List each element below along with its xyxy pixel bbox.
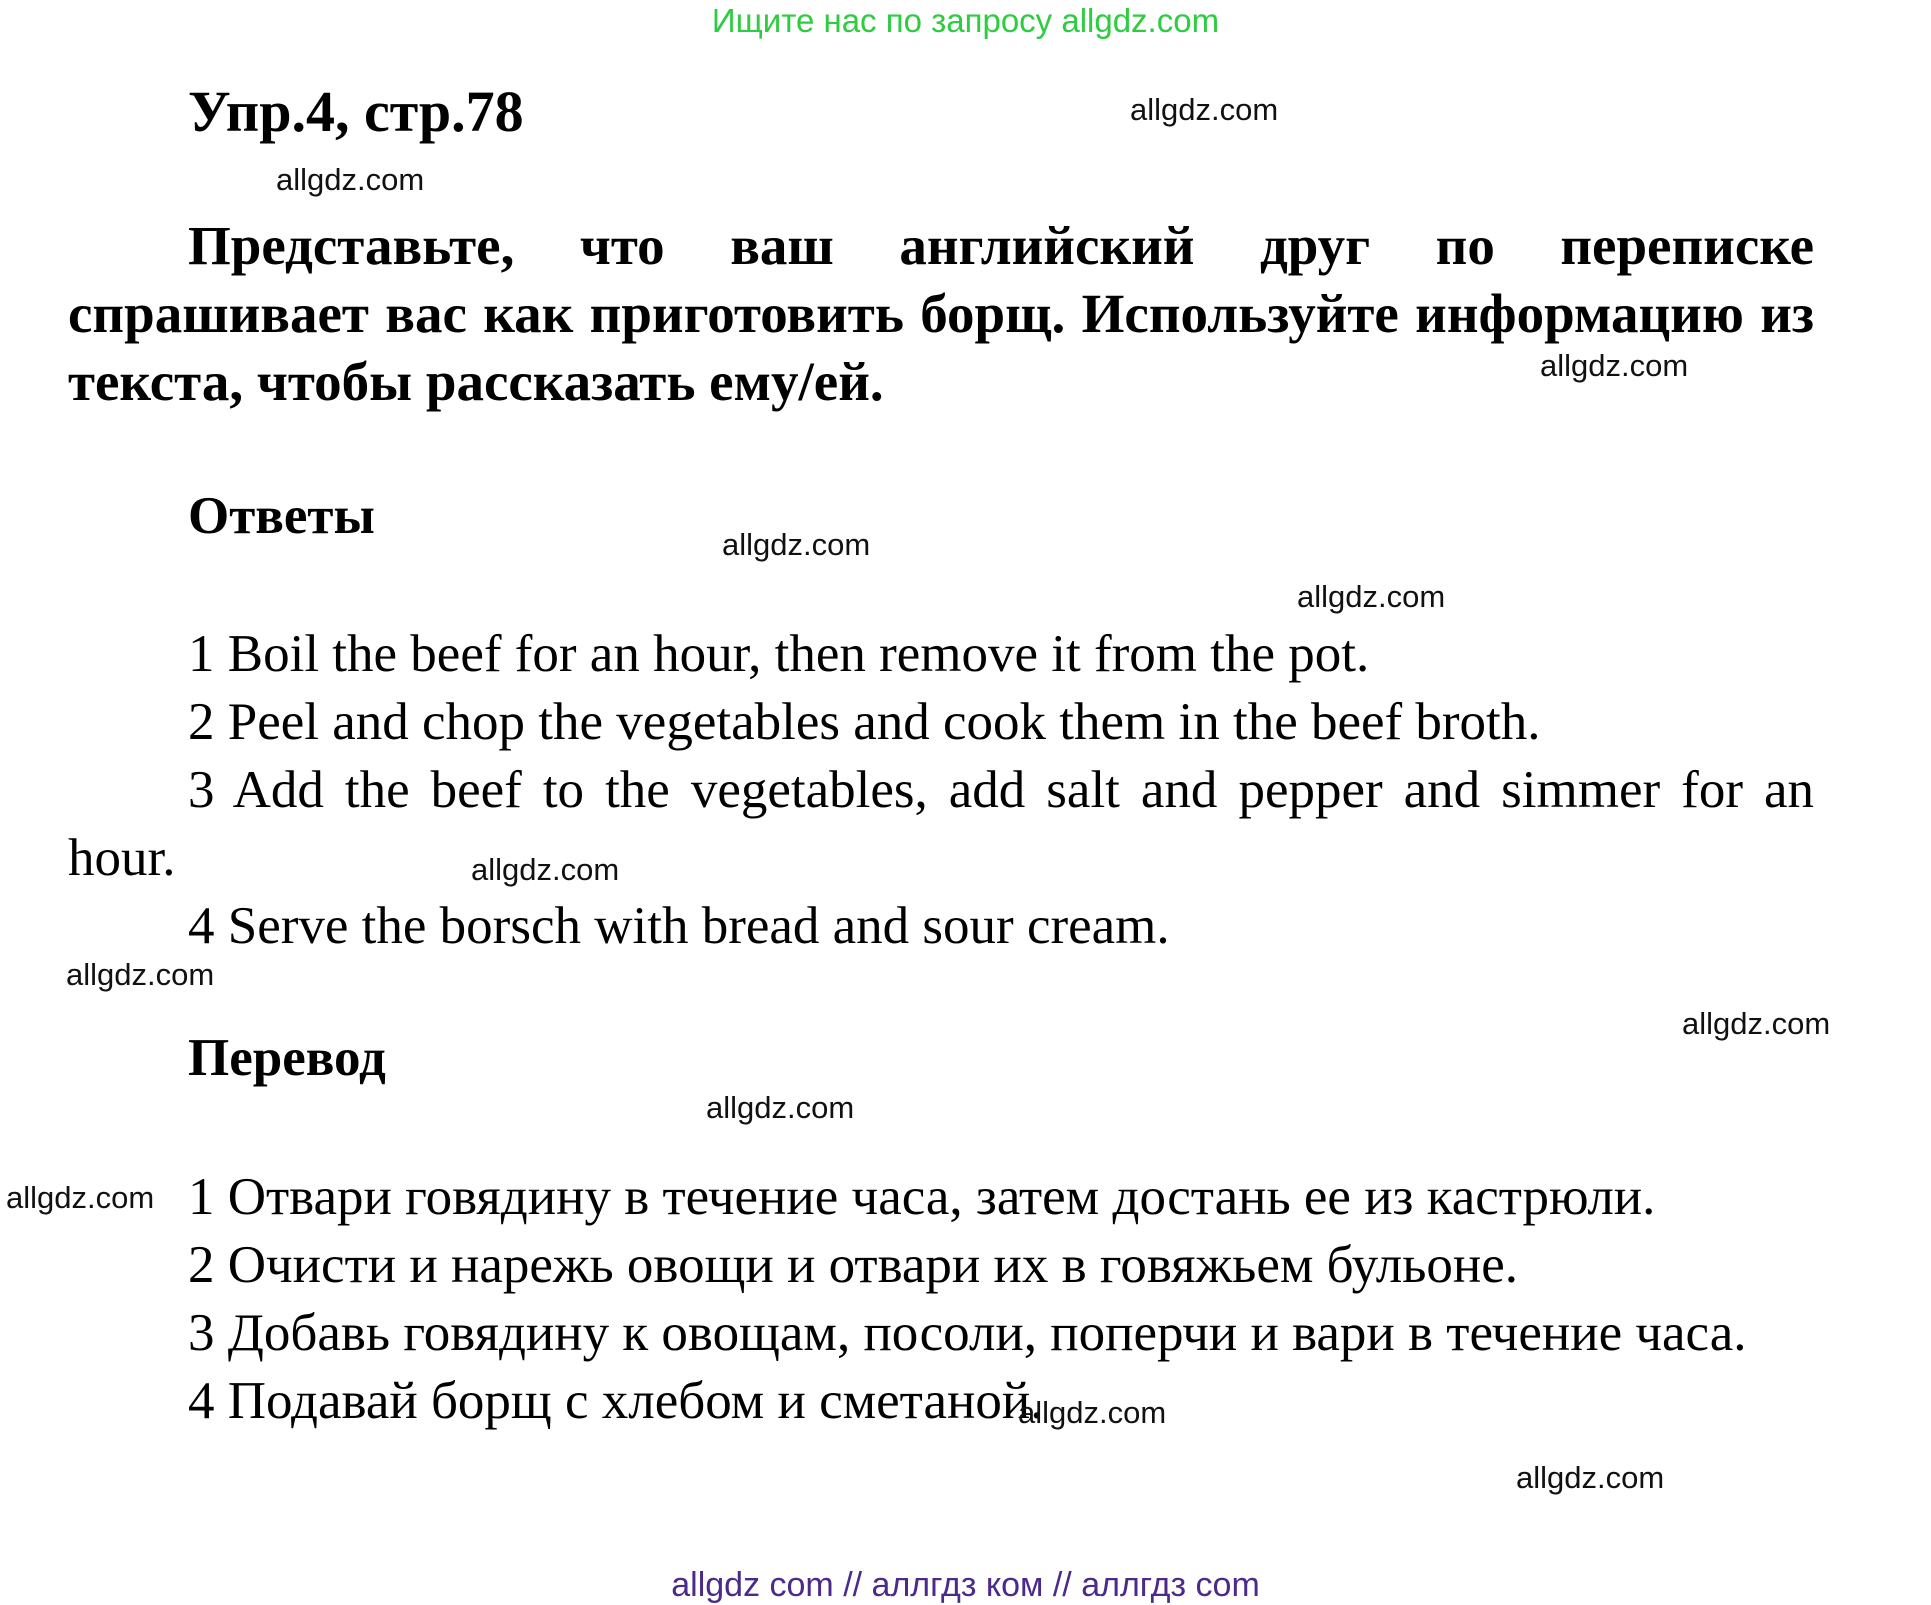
translation-item: 3 Добавь говядину к овощам, посоли, поперчи и вари в течение часа. [188,1304,1747,1362]
answers-heading: Ответы [188,487,375,545]
answer-item: 3 Add the beef to the vegetables, add salt and pepper and simmer for an hour. [68,761,1814,887]
translation-item: 2 Очисти и нарежь овощи и отвари их в говяжьем бульоне. [188,1236,1519,1294]
footer-banner: allgdz com // аллгдз ком // аллгдз com [671,1566,1260,1604]
answer-item: 4 Serve the borsch with bread and sour cream. [188,897,1170,955]
watermark: allgdz.com [1516,1460,1665,1495]
translation-heading: Перевод [188,1029,386,1087]
watermark: allgdz.com [276,162,425,197]
exercise-title: Упр.4, стр.78 [188,79,524,144]
watermark: allgdz.com [471,852,620,887]
answer-item: 1 Boil the beef for an hour, then remove it from the pot. [188,625,1370,683]
watermark: allgdz.com [1682,1006,1831,1041]
header-banner: Ищите нас по запросу allgdz.com [711,2,1220,39]
watermark: allgdz.com [1297,579,1446,614]
watermark: allgdz.com [1540,348,1689,383]
watermark: allgdz.com [6,1180,155,1215]
watermark: allgdz.com [1018,1395,1167,1430]
translation-item: 1 Отвари говядину в течение часа, затем достань ее из кастрюли. [188,1168,1656,1226]
task-text: Представьте, что ваш английский друг по переписке спрашивает вас как приготовить борщ. Используйте информацию из текста, чтобы рассказать ему/ей. [68,215,1814,412]
watermark: allgdz.com [706,1090,855,1125]
translation-item: 4 Подавай борщ с хлебом и сметаной. [188,1372,1044,1430]
translation-list [68,1163,1814,1435]
watermark: allgdz.com [66,957,215,992]
answer-item: 2 Peel and chop the vegetables and cook them in the beef broth. [188,693,1541,751]
answers-list [68,620,1814,960]
watermark: allgdz.com [722,527,871,562]
watermark: allgdz.com [1130,92,1279,127]
